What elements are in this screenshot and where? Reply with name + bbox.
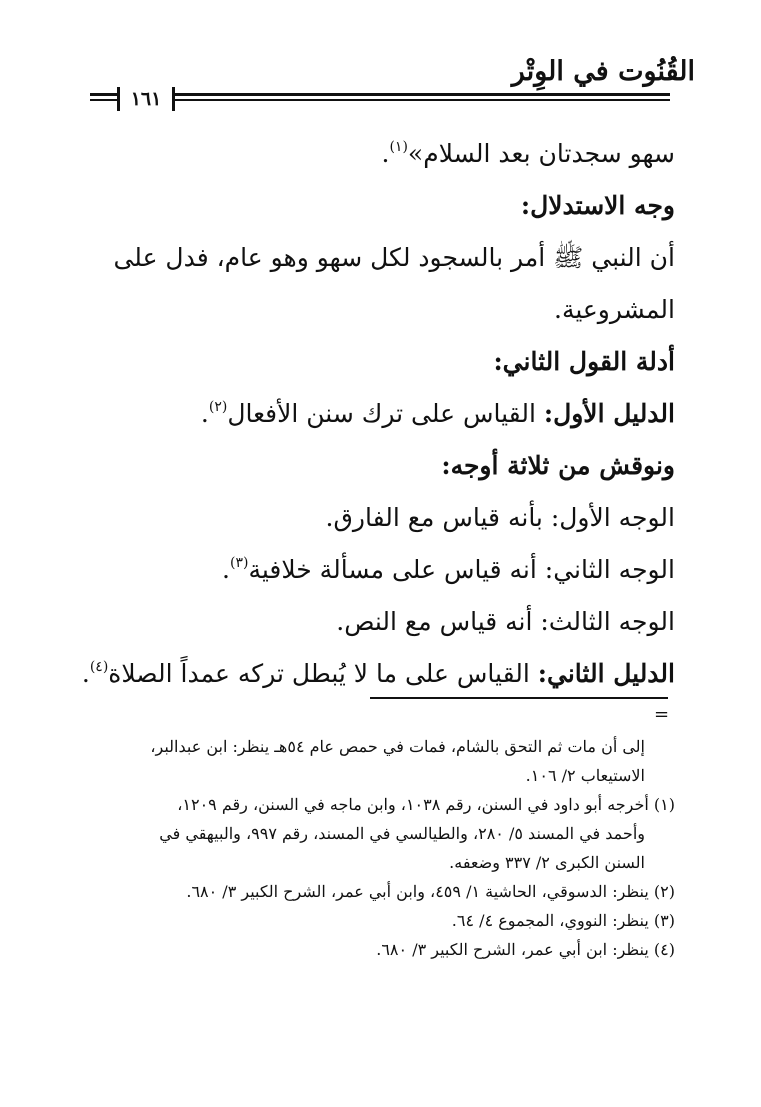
text-line-1-body: سهو سجدتان بعد السلام» [407,139,675,168]
footnote-continued-line-1: إلى أن مات ثم التحق بالشام، فمات في حمص عام ٥٤هـ ينظر: ابن عبدالبر، [150,737,645,756]
footnote-separator [370,697,668,699]
header-rule-thin [90,99,670,101]
footnote-ref-1: (١) [389,139,408,155]
footnote-1-line-3: السنن الكبرى ٢/ ٣٣٧ وضعفه. [449,853,645,872]
footnote-continuation-marker: = [654,704,670,725]
main-text [75,128,675,700]
heading-inference: وجه الاستدلال: [520,191,675,220]
text-line-6 [75,388,675,440]
footnote-1-line-2: وأحمد في المسند ٥/ ٢٨٠، والطيالسي في المسند، رقم ٩٩٧، والبيهقي في [159,824,645,843]
footnote-ref-3: (٣) [230,555,249,571]
text-line-6-end: . [200,399,209,428]
text-line-10: الوجه الثالث: أنه قياس مع النص. [336,607,675,636]
text-line-11-end: . [81,659,90,688]
text-line-9 [75,544,675,596]
text-line-1-end: . [381,139,390,168]
footnote-1-line-1: (١) أخرجه أبو داود في السنن، رقم ١٠٣٨، وابن ماجه في السنن، رقم ١٢٠٩، [177,795,675,814]
text-line-11 [75,648,675,700]
first-evidence-label: الدليل الأول: [543,399,675,428]
footnote-ref-4: (٤) [89,659,109,675]
text-line-8: الوجه الأول: بأنه قياس مع الفارق. [325,503,675,532]
text-line-9-body: الوجه الثاني: أنه قياس على مسألة خلافية [248,555,675,584]
heading-second-opinion-evidence: أدلة القول الثاني: [493,347,675,376]
page-number: ١٦١ [117,87,175,111]
footnote-4: (٤) ينظر: ابن أبي عمر، الشرح الكبير ٣/ ٦٨٠. [376,940,675,959]
second-evidence-label: الدليل الثاني: [537,659,675,688]
footnotes [75,732,675,964]
header-rule [90,93,670,103]
heading-discussion: ونوقش من ثلاثة أوجه: [441,451,675,480]
text-line-4: المشروعية. [554,295,675,324]
footnote-continued-line-2: الاستيعاب ٢/ ١٠٦. [525,766,645,785]
running-title: القُنُوت في الوِتْر [511,56,695,87]
text-line-3: أن النبي ﷺ أمر بالسجود لكل سهو وهو عام، فدل على [113,243,675,272]
second-evidence-text: القياس على ما لا يُبطل تركه عمداً الصلاة [108,659,538,688]
text-line-9-end: . [222,555,230,584]
header-rule-thick [90,93,670,96]
footnote-3: (٣) ينظر: النووي، المجموع ٤/ ٦٤. [451,911,675,930]
footnote-ref-2: (٢) [208,399,228,415]
first-evidence-text: القياس على ترك سنن الأفعال [227,399,544,428]
footnote-2: (٢) ينظر: الدسوقي، الحاشية ١/ ٤٥٩، وابن أبي عمر، الشرح الكبير ٣/ ٦٨٠. [186,882,675,901]
text-line-1 [75,128,675,180]
